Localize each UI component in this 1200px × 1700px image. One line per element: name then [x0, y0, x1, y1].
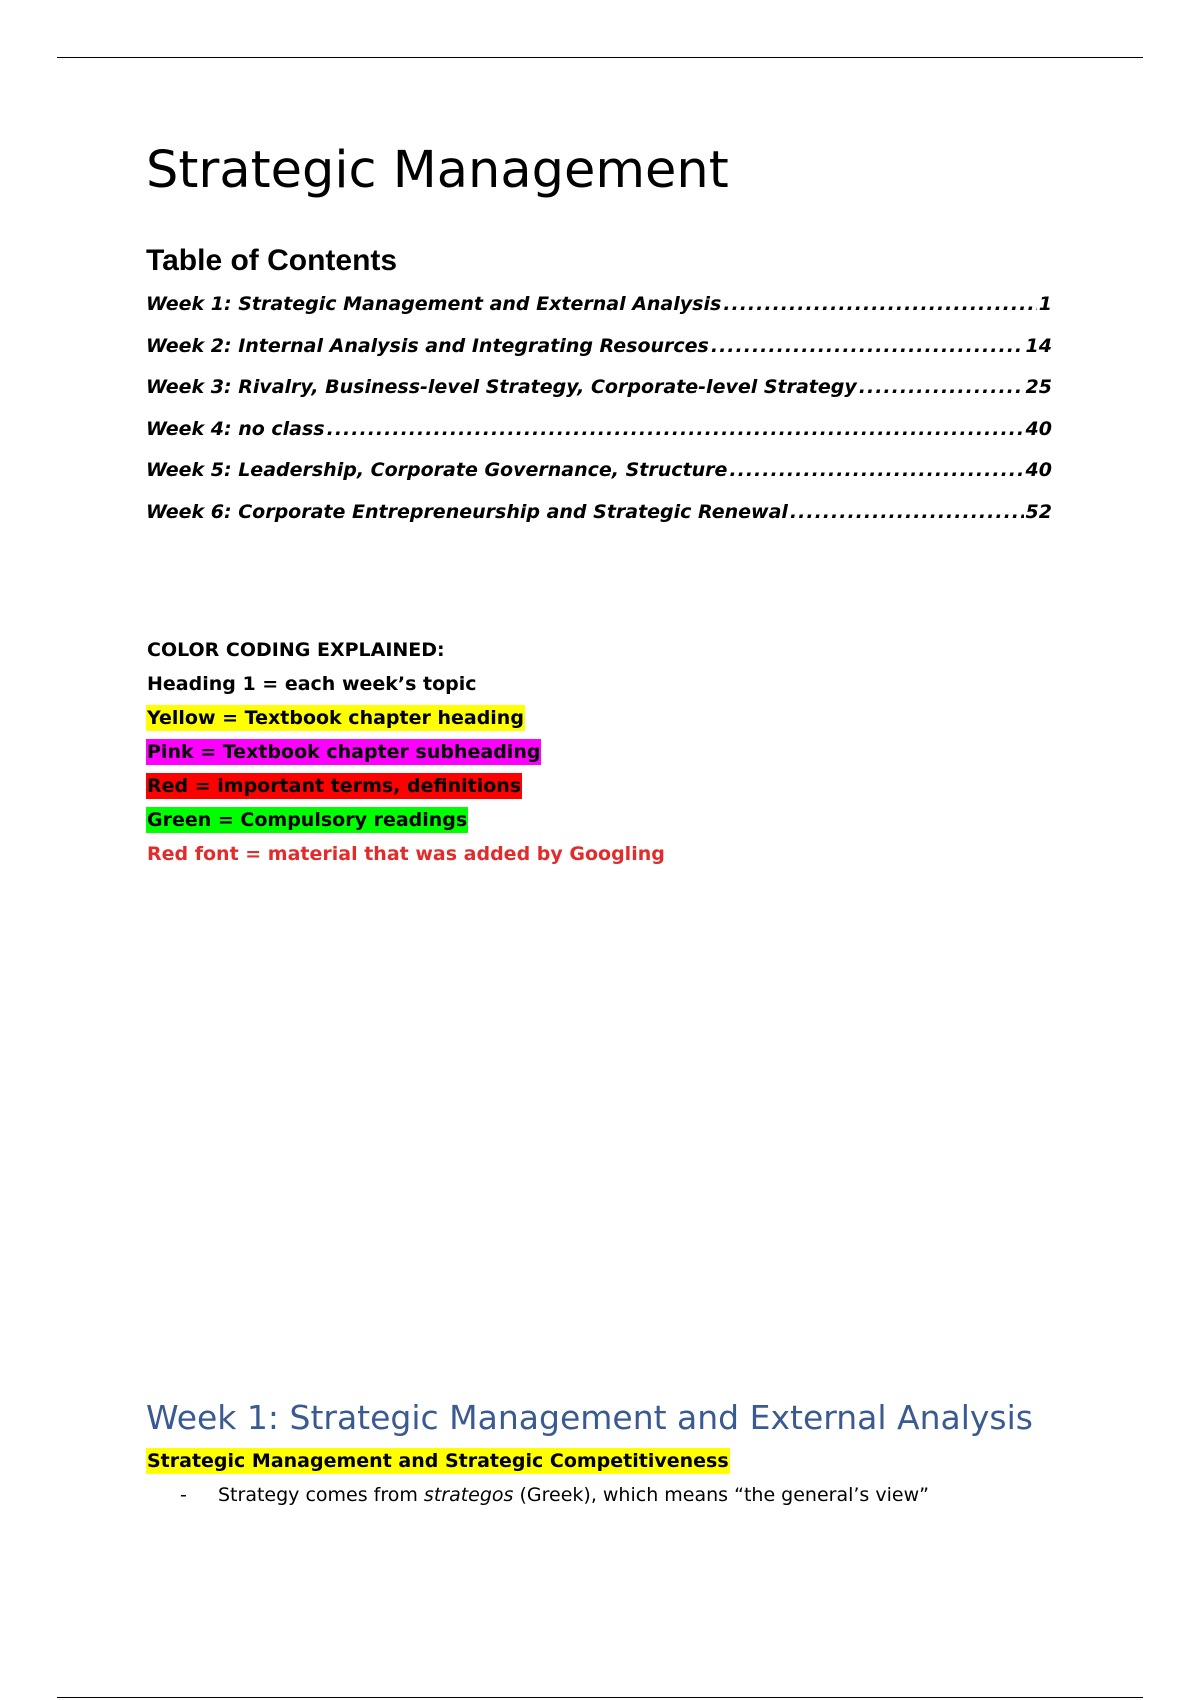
bullet-dash: - [180, 1484, 187, 1506]
legend-red-font-text: Red font = material that was added by Googling [147, 843, 665, 865]
bullet-text-italic: strategos [423, 1484, 514, 1506]
week-1-heading: Week 1: Strategic Management and External Analysis [146, 1398, 1033, 1437]
toc-entry-week-3[interactable] [146, 376, 1052, 418]
document-title: Strategic Management [146, 141, 729, 200]
toc-entry-week-2[interactable] [146, 335, 1052, 377]
toc-dot-leader [790, 501, 1024, 523]
toc-entry-label: Week 1: Strategic Management and External Analysis [146, 293, 722, 315]
color-coding-legend [146, 633, 666, 871]
toc-heading: Table of Contents [146, 244, 398, 277]
toc-entry-week-4[interactable] [146, 418, 1052, 460]
chapter-heading [146, 1448, 730, 1474]
legend-heading1 [146, 667, 666, 701]
toc-entry-week-6[interactable] [146, 501, 1052, 543]
legend-red [146, 769, 666, 803]
header-rule [57, 57, 1143, 58]
toc-page-number: 40 [1025, 459, 1052, 482]
legend-green-text: Green = Compulsory readings [147, 809, 468, 831]
toc-page-number: 14 [1025, 334, 1052, 357]
toc-page-number: 1 [1038, 293, 1052, 315]
legend-title-text: COLOR CODING EXPLAINED: [147, 639, 445, 661]
legend-title [146, 633, 666, 667]
toc-entry-label: Week 2: Internal Analysis and Integrating Resources [146, 334, 709, 357]
legend-yellow-text: Yellow = Textbook chapter heading [147, 707, 524, 729]
legend-red-font [146, 837, 666, 871]
legend-heading1-text: Heading 1 = each week’s topic [147, 673, 477, 695]
bullet-text-before: Strategy comes from [218, 1484, 424, 1506]
chapter-heading-text: Strategic Management and Strategic Competitiveness [147, 1450, 729, 1472]
legend-yellow [146, 701, 666, 735]
toc-dot-leader [327, 418, 1024, 440]
toc-entry-week-1[interactable] [146, 293, 1052, 335]
toc-page-number: 52 [1025, 500, 1052, 523]
toc-entry-label: Week 6: Corporate Entrepreneurship and Strategic Renewal [146, 500, 788, 523]
toc-dot-leader [711, 335, 1024, 357]
toc-entry-label: Week 3: Rivalry, Business-level Strategy, Corporate-level Strategy [146, 376, 857, 399]
toc-dot-leader [859, 376, 1024, 398]
toc-entry-label: Week 5: Leadership, Corporate Governance, Structure [146, 459, 728, 482]
bullet-text-after: (Greek), which means “the general’s view” [513, 1484, 929, 1506]
bullet-item [180, 1482, 929, 1508]
toc-entry-week-5[interactable] [146, 459, 1052, 501]
legend-red-text: Red = important terms, definitions [147, 775, 522, 797]
toc-entry-label: Week 4: no class [146, 417, 325, 440]
table-of-contents [146, 293, 1052, 543]
footer-rule [57, 1697, 1143, 1698]
toc-dot-leader [723, 293, 1036, 315]
legend-pink-text: Pink = Textbook chapter subheading [147, 741, 541, 763]
toc-page-number: 25 [1025, 376, 1052, 399]
toc-page-number: 40 [1025, 417, 1052, 440]
legend-green [146, 803, 666, 837]
legend-pink [146, 735, 666, 769]
toc-dot-leader [729, 459, 1023, 481]
